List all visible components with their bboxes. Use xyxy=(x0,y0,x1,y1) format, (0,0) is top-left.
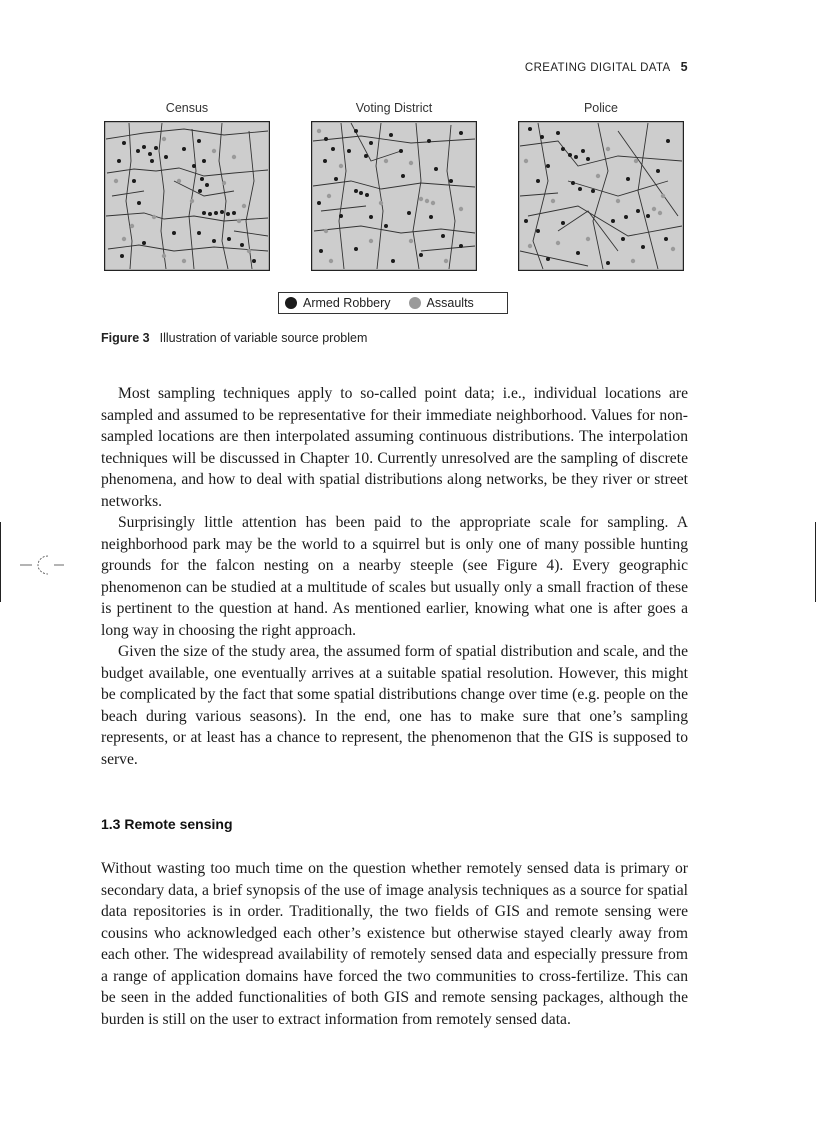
paragraph: Surprisingly little attention has been paid to the appropriate scale for sampling. A neighborhood park may be the world to a squirrel but is only one of many possible hunting grounds for the falcon nesting on a nearby steeple (see Figure 4). Every geographic phenomenon can be studied at a multitude of scales but usually only a small fraction of these is pertinent to the question at hand. As mentioned earlier, knowing what one is after goes a long way in choosing the right approach. xyxy=(101,514,688,639)
armed-robbery-marker-icon xyxy=(285,297,297,309)
map-voting-district-graphic xyxy=(311,121,477,271)
registration-mark-icon xyxy=(18,553,66,577)
map-census-graphic xyxy=(104,121,270,271)
paragraph: Given the size of the study area, the assumed form of spatial distribution and scale, and the budget available, one eventually arrives at a suitable spatial resolution. However, this might be complicated by the fact that some spatial distributions change over time (e.g. people on the beach during various seasons). In the end, one has to make sure that one’s sampling represents, or at least has a chance to represent, the phenomenon that the GIS is supposed to serve. xyxy=(101,643,688,768)
paragraph: Most sampling techniques apply to so-called point data; i.e., individual locations are sampled and assumed to be representative for their immediate neighborhood. Values for non-sampled locations are then interpolated assuming continuous distributions. The interpolation techniques will be discussed in Chapter 10. Currently unresolved are the sampling of discrete phenomena, and how to deal with spatial distributions along networks, be they river or street networks. xyxy=(101,385,688,510)
crop-mark-left xyxy=(0,522,1,602)
map-police xyxy=(518,121,684,271)
map-label-voting-district: Voting District xyxy=(355,101,433,115)
legend-armed-robbery: Armed Robbery xyxy=(303,296,391,310)
map-label-police: Police xyxy=(583,101,619,115)
section-body-text xyxy=(101,858,688,1030)
running-head xyxy=(0,60,688,74)
map-police-graphic xyxy=(518,121,684,271)
figure-legend xyxy=(278,292,508,314)
body-text xyxy=(101,383,688,770)
section-heading: 1.3 Remote sensing xyxy=(101,816,233,832)
map-voting-district xyxy=(311,121,477,271)
legend-assaults: Assaults xyxy=(426,296,474,310)
paragraph: Without wasting too much time on the question whether remotely sensed data is primary or secondary data, a brief synopsis of the use of image analysis techniques as a source for spatial data repositories is in order. Traditionally, the two fields of GIS and remote sensing were cousins who acknowledged each other’s existence but otherwise stayed clearly away from each other. The widespread availability of remotely sensed data and especially pressure from a range of application domains have forced the two communities to cross-fertilize. This can be seen in the added functionalities of both GIS and remote sensing packages, although the burden is still on the user to extract information from remotely sensed data. xyxy=(101,860,688,1028)
running-title: CREATING DIGITAL DATA xyxy=(524,62,671,74)
map-label-census: Census xyxy=(165,101,209,115)
assaults-marker-icon xyxy=(409,297,421,309)
figure-caption-text: Illustration of variable source problem xyxy=(159,331,368,345)
map-census xyxy=(104,121,270,271)
figure-caption xyxy=(101,331,367,345)
page-number: 5 xyxy=(680,60,688,74)
figure-caption-label: Figure 3 xyxy=(101,331,150,345)
